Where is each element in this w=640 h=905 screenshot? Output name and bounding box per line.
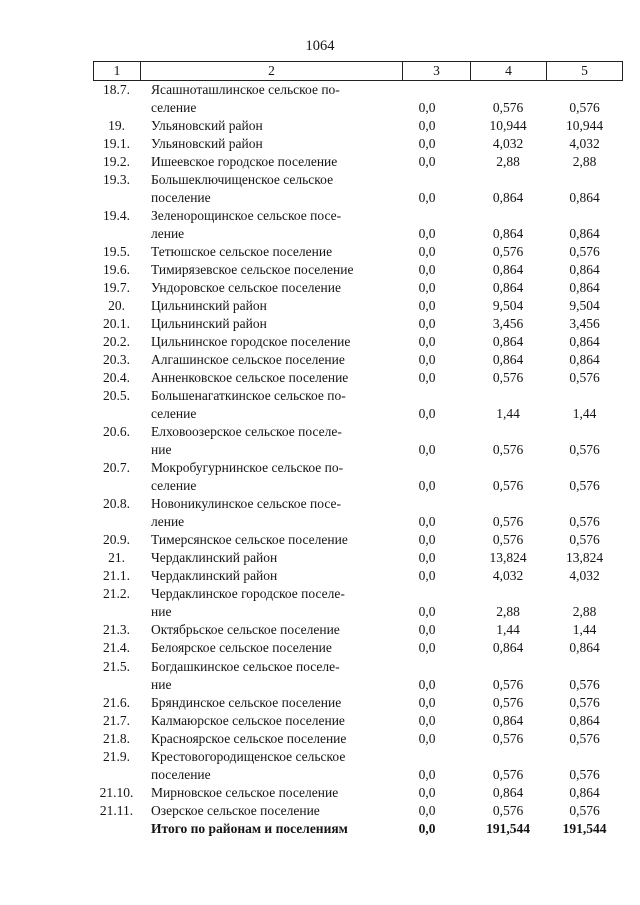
row-number: 20.5. (103, 388, 130, 404)
row-name (151, 495, 406, 531)
row-value-4: 0,576 (492, 478, 524, 494)
row-name-line: Алгашинское сельское поселение (151, 352, 345, 368)
row-name-line: Цильнинский район (151, 316, 267, 332)
table-row (93, 351, 623, 369)
row-name (151, 423, 406, 459)
row-value-3: 0,0 (418, 352, 436, 368)
row-number: 21.4. (103, 640, 130, 656)
row-name (151, 621, 406, 639)
row-value-4: 3,456 (492, 316, 524, 332)
row-name (151, 135, 406, 153)
row-value-3: 0,0 (418, 100, 436, 116)
table-row (93, 369, 623, 387)
row-number: 21.2. (103, 586, 130, 602)
row-name-line: Озерское сельское поселение (151, 802, 320, 818)
row-number: 20.3. (103, 352, 130, 368)
row-name (151, 117, 406, 135)
row-name (151, 459, 406, 495)
table-row (93, 243, 623, 261)
row-value-5: 0,576 (569, 370, 600, 386)
row-number: 20.8. (103, 496, 130, 512)
row-name (151, 387, 406, 423)
row-value-3: 0,0 (418, 136, 436, 152)
row-value-5: 0,576 (569, 478, 600, 494)
table-row (93, 81, 623, 117)
row-value-3: 0,0 (418, 334, 436, 350)
row-name-line: Крестовогородищенское сельское (151, 748, 346, 764)
row-value-5: 0,576 (569, 802, 600, 818)
table-row (93, 639, 623, 657)
row-name-line: Тетюшское сельское поселение (151, 244, 333, 260)
row-name (151, 549, 406, 567)
row-name-line: селение (151, 100, 197, 116)
row-value-3: 0,0 (418, 766, 436, 782)
row-name-line: Цильнинский район (151, 298, 267, 314)
row-name (151, 531, 406, 549)
row-value-4: 0,864 (492, 262, 524, 278)
table-row (93, 207, 623, 243)
row-value-4: 9,504 (492, 298, 524, 314)
row-value-5: 2,88 (572, 154, 597, 170)
row-number: 21. (108, 550, 125, 566)
row-name-line: Богдашкинское сельское поселе- (151, 658, 340, 674)
row-value-5: 1,44 (572, 622, 597, 638)
row-name (151, 81, 406, 117)
row-value-5: 3,456 (569, 316, 600, 332)
row-number: 20.7. (103, 460, 130, 476)
row-name-line: Чердаклинский район (151, 568, 278, 584)
row-value-4: 0,576 (492, 514, 524, 530)
row-name-line: Ульяновский район (151, 136, 263, 152)
row-value-4: 4,032 (492, 568, 524, 584)
row-name (151, 567, 406, 585)
row-value-4: 1,44 (496, 622, 520, 638)
row-value-5: 4,032 (569, 136, 600, 152)
row-name (151, 748, 406, 784)
row-number: 20. (108, 298, 125, 314)
row-value-4: 0,576 (492, 676, 524, 692)
row-value-5: 1,44 (572, 406, 597, 422)
table-row (93, 459, 623, 495)
row-name (151, 279, 406, 297)
table-row (93, 567, 623, 585)
column-header-3: 3 (402, 62, 470, 80)
row-value-5: 0,576 (569, 532, 600, 548)
row-value-5: 0,576 (569, 100, 600, 116)
row-number: 20.2. (103, 334, 130, 350)
row-name-line: Большеключищенское сельское (151, 172, 334, 188)
row-value-4: 0,864 (492, 190, 524, 206)
table-row (93, 135, 623, 153)
row-number: 19.2. (103, 154, 130, 170)
table-body (93, 81, 623, 838)
table-row (93, 748, 623, 784)
row-value-4: 1,44 (496, 406, 520, 422)
row-name-line: Мокробугурнинское сельское по- (151, 460, 344, 476)
row-name-line: ние (151, 442, 172, 458)
row-value-4: 0,864 (492, 712, 524, 728)
table-row (93, 423, 623, 459)
row-value-5: 0,864 (569, 784, 600, 800)
row-value-3: 0,0 (418, 820, 436, 836)
row-value-5: 0,864 (569, 262, 600, 278)
row-value-3: 0,0 (418, 370, 436, 386)
row-value-4: 191,544 (486, 820, 530, 836)
table-row (93, 730, 623, 748)
row-name (151, 585, 406, 621)
row-value-4: 13,824 (489, 550, 527, 566)
row-value-5: 0,576 (569, 244, 600, 260)
row-value-4: 2,88 (496, 154, 520, 170)
row-number: 19. (108, 118, 125, 134)
row-value-5: 4,032 (569, 568, 600, 584)
table-row (93, 495, 623, 531)
row-value-3: 0,0 (418, 640, 436, 656)
table-row (93, 549, 623, 567)
row-value-3: 0,0 (418, 604, 436, 620)
row-value-3: 0,0 (418, 478, 436, 494)
row-name-line: Ундоровское сельское поселение (151, 280, 341, 296)
row-name-line: ление (151, 226, 185, 242)
row-value-3: 0,0 (418, 532, 436, 548)
row-number: 19.5. (103, 244, 130, 260)
row-value-3: 0,0 (418, 730, 436, 746)
row-value-4: 4,032 (492, 136, 524, 152)
table-row (93, 802, 623, 820)
row-name (151, 712, 406, 730)
row-number: 21.1. (103, 568, 130, 584)
table-row (93, 585, 623, 621)
row-value-3: 0,0 (418, 244, 436, 260)
row-value-5: 10,944 (565, 118, 604, 134)
row-name-line: Чердаклинское городское поселе- (151, 586, 345, 602)
row-number: 19.7. (103, 280, 130, 296)
row-name-line: Елховоозерское сельское поселе- (151, 424, 342, 440)
column-header-4: 4 (470, 62, 546, 80)
row-number: 21.9. (103, 748, 130, 764)
row-name-line: поселение (151, 190, 211, 206)
row-name-line: ление (151, 514, 185, 530)
row-name-line: Калмаюрское сельское поселение (151, 712, 345, 728)
row-number: 20.9. (103, 532, 130, 548)
row-number: 20.6. (103, 424, 130, 440)
row-value-5: 0,576 (569, 676, 600, 692)
row-value-3: 0,0 (418, 316, 436, 332)
row-value-5: 0,864 (569, 280, 600, 296)
row-name-line: Итого по районам и поселениям (151, 820, 348, 836)
row-value-4: 10,944 (489, 118, 527, 134)
row-name (151, 207, 406, 243)
row-value-3: 0,0 (418, 712, 436, 728)
row-value-3: 0,0 (418, 298, 436, 314)
row-value-5: 9,504 (569, 298, 600, 314)
table-row (93, 153, 623, 171)
row-value-3: 0,0 (418, 190, 436, 206)
row-number: 18.7. (103, 82, 130, 97)
row-name-line: ние (151, 676, 172, 692)
table-row (93, 261, 623, 279)
row-name (151, 658, 406, 694)
row-value-3: 0,0 (418, 568, 436, 584)
row-name (151, 333, 406, 351)
row-name-line: Цильнинское городское поселение (151, 334, 351, 350)
row-value-4: 0,576 (492, 766, 524, 782)
row-name (151, 171, 406, 207)
row-name (151, 297, 406, 315)
row-number: 21.5. (103, 658, 130, 674)
row-name-line: ние (151, 604, 172, 620)
row-name-line: Мирновское сельское поселение (151, 784, 339, 800)
row-value-5: 0,864 (569, 352, 600, 368)
row-number: 19.6. (103, 262, 130, 278)
row-value-3: 0,0 (418, 622, 436, 638)
table-row (93, 117, 623, 135)
row-value-3: 0,0 (418, 262, 436, 278)
row-number: 21.10. (99, 784, 134, 800)
total-row (93, 820, 623, 838)
row-number: 21.8. (103, 730, 130, 746)
row-name (151, 369, 406, 387)
row-value-4: 0,864 (492, 334, 524, 350)
row-name-line: Тимирязевское сельское поселение (151, 262, 354, 278)
row-name-line: Зеленорощинское сельское посе- (151, 208, 342, 224)
row-value-3: 0,0 (418, 784, 436, 800)
table-header (93, 61, 623, 81)
row-name (151, 315, 406, 333)
row-name (151, 261, 406, 279)
row-name-line: Ясашноташлинское сельское по- (151, 82, 340, 97)
row-value-5: 2,88 (572, 604, 597, 620)
row-name (151, 639, 406, 657)
table-row (93, 784, 623, 802)
row-value-4: 0,576 (492, 694, 524, 710)
row-value-3: 0,0 (418, 514, 436, 530)
row-value-3: 0,0 (418, 694, 436, 710)
row-name-line: Большенагаткинское сельское по- (151, 388, 346, 404)
row-value-5: 191,544 (562, 820, 607, 836)
column-header-2: 2 (140, 62, 402, 80)
table-row (93, 333, 623, 351)
row-name-line: Бряндинское сельское поселение (151, 694, 342, 710)
row-value-3: 0,0 (418, 802, 436, 818)
row-value-5: 0,576 (569, 442, 600, 458)
row-value-5: 0,576 (569, 694, 600, 710)
row-value-5: 13,824 (565, 550, 604, 566)
row-value-3: 0,0 (418, 118, 436, 134)
row-value-3: 0,0 (418, 154, 436, 170)
row-name (151, 802, 406, 820)
row-value-4: 0,576 (492, 100, 524, 116)
row-name (151, 243, 406, 261)
row-number: 19.1. (103, 136, 130, 152)
table-row (93, 387, 623, 423)
table-row (93, 171, 623, 207)
row-value-5: 0,864 (569, 640, 600, 656)
page-number: 1064 (305, 38, 335, 54)
row-name (151, 730, 406, 748)
row-number: 21.11. (99, 802, 134, 818)
row-name (151, 820, 406, 838)
column-header-1: 1 (93, 62, 140, 80)
table-row (93, 315, 623, 333)
row-number: 20.4. (103, 370, 130, 386)
row-name-line: селение (151, 406, 197, 422)
row-name (151, 694, 406, 712)
row-name-line: Красноярское сельское поселение (151, 730, 347, 746)
row-value-4: 0,864 (492, 640, 524, 656)
row-value-3: 0,0 (418, 226, 436, 242)
row-value-4: 0,576 (492, 370, 524, 386)
row-name-line: поселение (151, 766, 211, 782)
row-value-5: 0,576 (569, 730, 600, 746)
row-value-4: 0,864 (492, 280, 524, 296)
row-value-4: 0,864 (492, 226, 524, 242)
row-name (151, 351, 406, 369)
table-row (93, 694, 623, 712)
row-number: 21.3. (103, 622, 130, 638)
row-value-4: 2,88 (496, 604, 520, 620)
row-name-line: Новоникулинское сельское посе- (151, 496, 341, 512)
row-value-5: 0,576 (569, 766, 600, 782)
row-name-line: селение (151, 478, 197, 494)
row-name (151, 153, 406, 171)
row-value-4: 0,576 (492, 442, 524, 458)
row-value-3: 0,0 (418, 442, 436, 458)
row-name-line: Ишеевское городское поселение (151, 154, 338, 170)
table-row (93, 279, 623, 297)
row-value-5: 0,864 (569, 334, 600, 350)
row-number: 21.6. (103, 694, 130, 710)
row-value-5: 0,864 (569, 712, 600, 728)
row-name-line: Ульяновский район (151, 118, 263, 134)
row-number: 21.7. (103, 712, 130, 728)
row-value-4: 0,576 (492, 730, 524, 746)
table-row (93, 712, 623, 730)
row-value-4: 0,864 (492, 352, 524, 368)
row-value-4: 0,864 (492, 784, 524, 800)
row-name (151, 784, 406, 802)
table-row (93, 658, 623, 694)
row-number: 19.3. (103, 172, 130, 188)
row-value-3: 0,0 (418, 676, 436, 692)
row-value-5: 0,576 (569, 514, 600, 530)
row-value-4: 0,576 (492, 802, 524, 818)
row-number: 19.4. (103, 208, 130, 224)
table-row (93, 531, 623, 549)
table-row (93, 621, 623, 639)
row-value-5: 0,864 (569, 226, 600, 242)
row-value-3: 0,0 (418, 550, 436, 566)
table-row (93, 297, 623, 315)
row-value-4: 0,576 (492, 532, 524, 548)
row-name-line: Белоярское сельское поселение (151, 640, 332, 656)
row-name-line: Октябрьское сельское поселение (151, 622, 340, 638)
row-value-5: 0,864 (569, 190, 600, 206)
row-number: 20.1. (103, 316, 130, 332)
row-value-3: 0,0 (418, 280, 436, 296)
row-name-line: Анненковское сельское поселение (151, 370, 349, 386)
row-name-line: Чердаклинский район (151, 550, 278, 566)
column-header-5: 5 (546, 62, 623, 80)
row-name-line: Тимерсянское сельское поселение (151, 532, 348, 548)
row-value-4: 0,576 (492, 244, 524, 260)
row-value-3: 0,0 (418, 406, 436, 422)
